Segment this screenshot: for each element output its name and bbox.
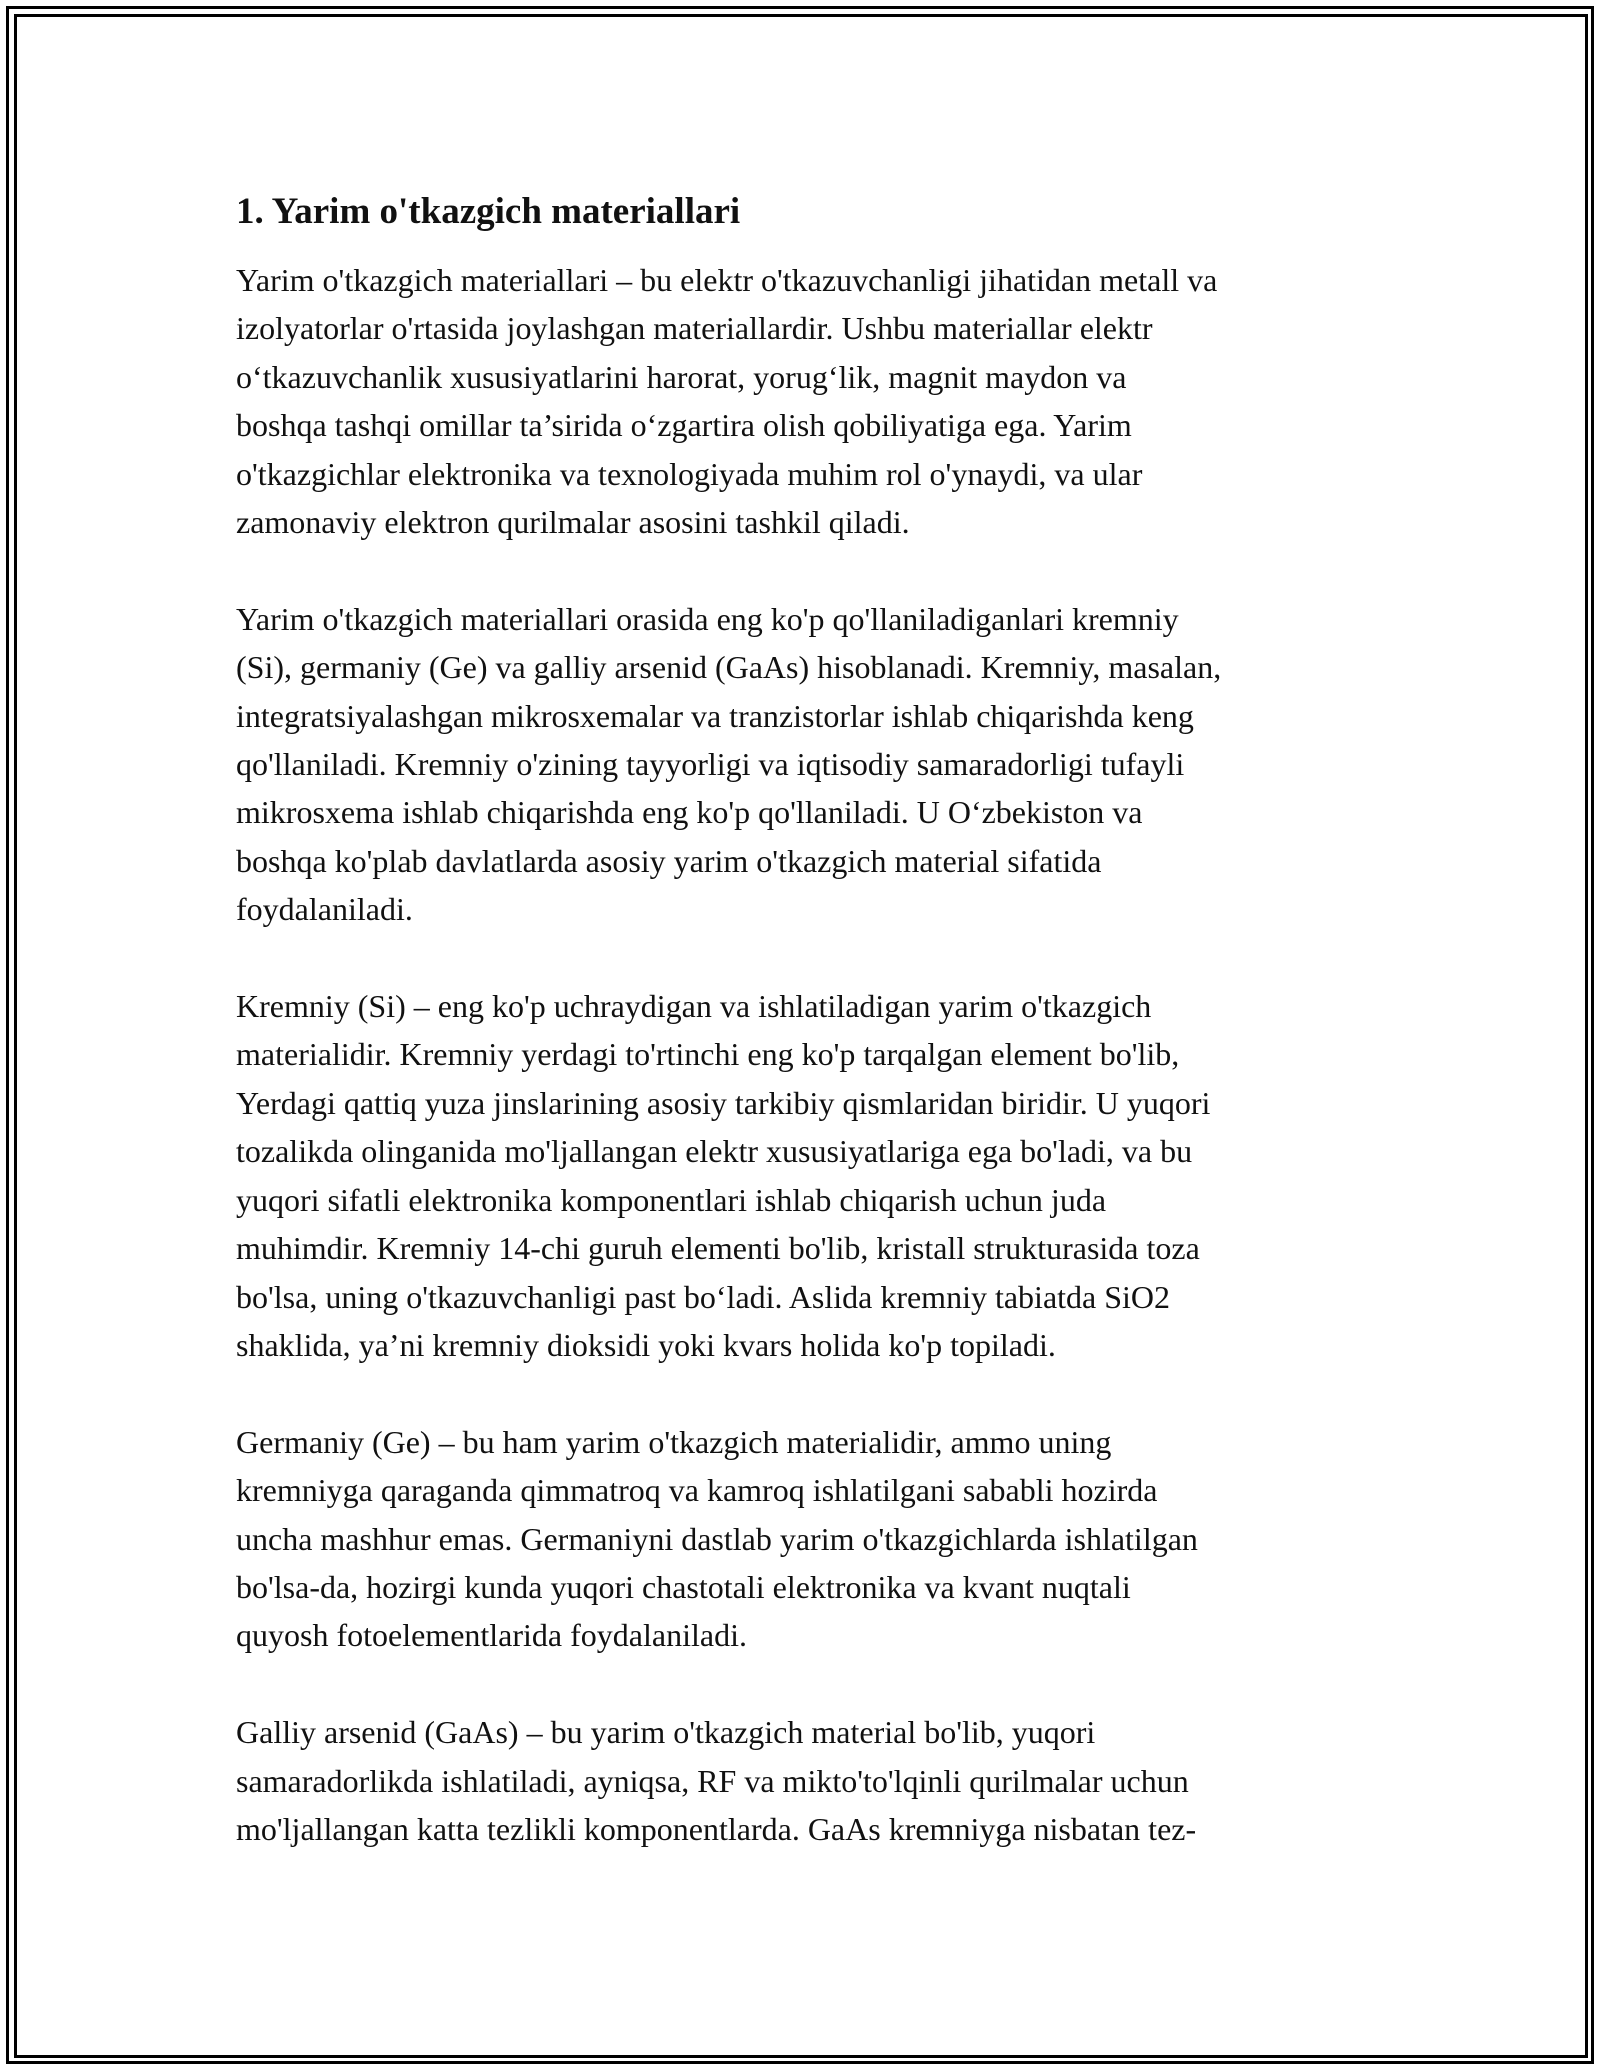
paragraph-silicon: Kremniy (Si) – eng ko'p uchraydigan va ishlatiladigan yarim o'tkazgich materialidir. Kremniy yerdagi to'rtinchi eng ko'p tarqalgan element bo'lib, Yerdagi qattiq yuza jinslarining asosiy tarkibiy qismlaridan biridir. U yuqori tozalikda olinganida mo'ljallangan elektr xususiyatlariga ega bo'ladi, va bu yuqori sifatli elektronika komponentlari ishlab chiqarish uchun juda muhimdir. Kremniy 14-chi guruh elementi bo'lib, kristall strukturasida toza bo'lsa, uning o'tkazuvchanligi past bo‘ladi. Aslida kremniy tabiatda SiO2 shaklida, ya’ni kremniy dioksidi yoki kvars holida ko'p topiladi. <box>236 988 1211 1363</box>
paragraph-germanium: Germaniy (Ge) – bu ham yarim o'tkazgich materialidir, ammo uning kremniyga qaraganda qimmatroq va kamroq ishlatilgani sababli hozirda uncha mashhur emas. Germaniyni dastlab yarim o'tkazgichlarda ishlatilgan bo'lsa-da, hozirgi kunda yuqori chastotali elektronika va kvant nuqtali quyosh fotoelementlarida foydalaniladi. <box>236 1423 1198 1654</box>
paragraph-common-materials: Yarim o'tkazgich materiallari orasida eng ko'p qo'llaniladiganlari kremniy (Si), germaniy (Ge) va galliy arsenid (GaAs) hisoblanadi. Kremniy, masalan, integratsiyalashgan mikrosxemalar va tranzistorlar ishlab chiqarishda keng qo'llaniladi. Kremniy o'zining tayyorligi va iqtisodiy samaradorligi tufayli mikrosxema ishlab chiqarishda eng ko'p qo'llaniladi. U O‘zbekiston va boshqa ko'plab davlatlarda asosiy yarim o'tkazgich material sifatida foydalaniladi. <box>236 600 1222 928</box>
paragraph-intro: Yarim o'tkazgich materiallari – bu elektr o'tkazuvchanligi jihatidan metall va izolyatorlar o'rtasida joylashgan materiallardir. Ushbu materiallar elektr o‘tkazuvchanlik xususiyatlarini harorat, yorug‘lik, magnit maydon va boshqa tashqi omillar ta’sirida o‘zgartira olish qobiliyatiga ega. Yarim o'tkazgichlar elektronika va texnologiyada muhim rol o'ynaydi, va ular zamonaviy elektron qurilmalar asosini tashkil qiladi. <box>236 262 1218 541</box>
document-body <box>236 188 1376 1902</box>
paragraph-gallium-arsenide: Galliy arsenid (GaAs) – bu yarim o'tkazgich material bo'lib, yuqori samaradorlikda ishlatiladi, ayniqsa, RF va mikto'to'lqinli qurilmalar uchun mo'ljallangan katta tezlikli komponentlarda. GaAs kremniyga nisbatan tez- <box>236 1714 1197 1847</box>
section-heading: 1. Yarim o'tkazgich materiallari <box>236 191 741 232</box>
